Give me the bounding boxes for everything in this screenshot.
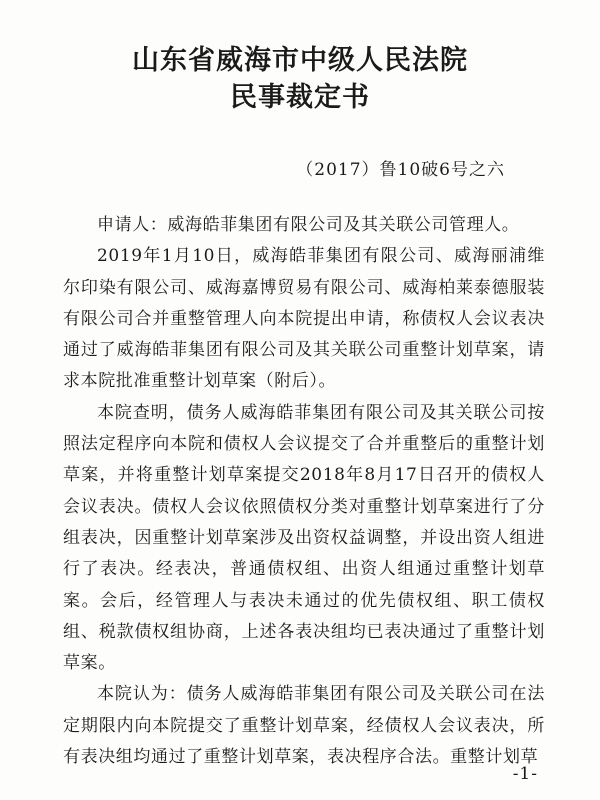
page-number: -1- (512, 764, 538, 784)
document-type: 民事裁定书 (230, 82, 370, 113)
document-body (63, 210, 545, 773)
paragraph-applicant: 申请人：威海皓菲集团有限公司及其关联公司管理人。 (97, 215, 520, 235)
court-name: 山东省威海市中级人民法院 (132, 45, 468, 76)
paragraph-application: 2019年1月10日，威海皓菲集团有限公司、威海丽浦维尔印染有限公司、威海嘉博贸易有限公司、威海柏莱泰德服装有限公司合并重整管理人向本院提出申请，称债权人会议表决通过了威海皓菲集团有限公司及其关联公司重整计划草案，请求本院批准重整计划草案（附后）。 (63, 246, 545, 392)
paragraph-opinion: 本院认为：债务人威海皓菲集团有限公司及关联公司在法定期限内向本院提交了重整计划草案，经债权人会议表决，所有表决组均通过了重整计划草案，表决程序合法。重整计划草 (63, 684, 545, 768)
paragraph-findings: 本院查明，债务人威海皓菲集团有限公司及其关联公司按照法定程序向本院和债权人会议提交了合并重整后的重整计划草案，并将重整计划草案提交2018年8月17日召开的债权人会议表决。债权人会议依照债权分类对重整计划草案进行了分组表决，因重整计划草案涉及出资权益调整，并设出资人组进行了表决。经表决，普通债权组、出资人组通过重整计划草案。会后，经管理人与表决未通过的优先债权组、职工债权组、税款债权组协商，上述各表决组均已表决通过了重整计划草案。 (63, 402, 545, 674)
document-header (0, 42, 600, 116)
case-number: （2017）鲁10破6号之六 (296, 160, 505, 180)
